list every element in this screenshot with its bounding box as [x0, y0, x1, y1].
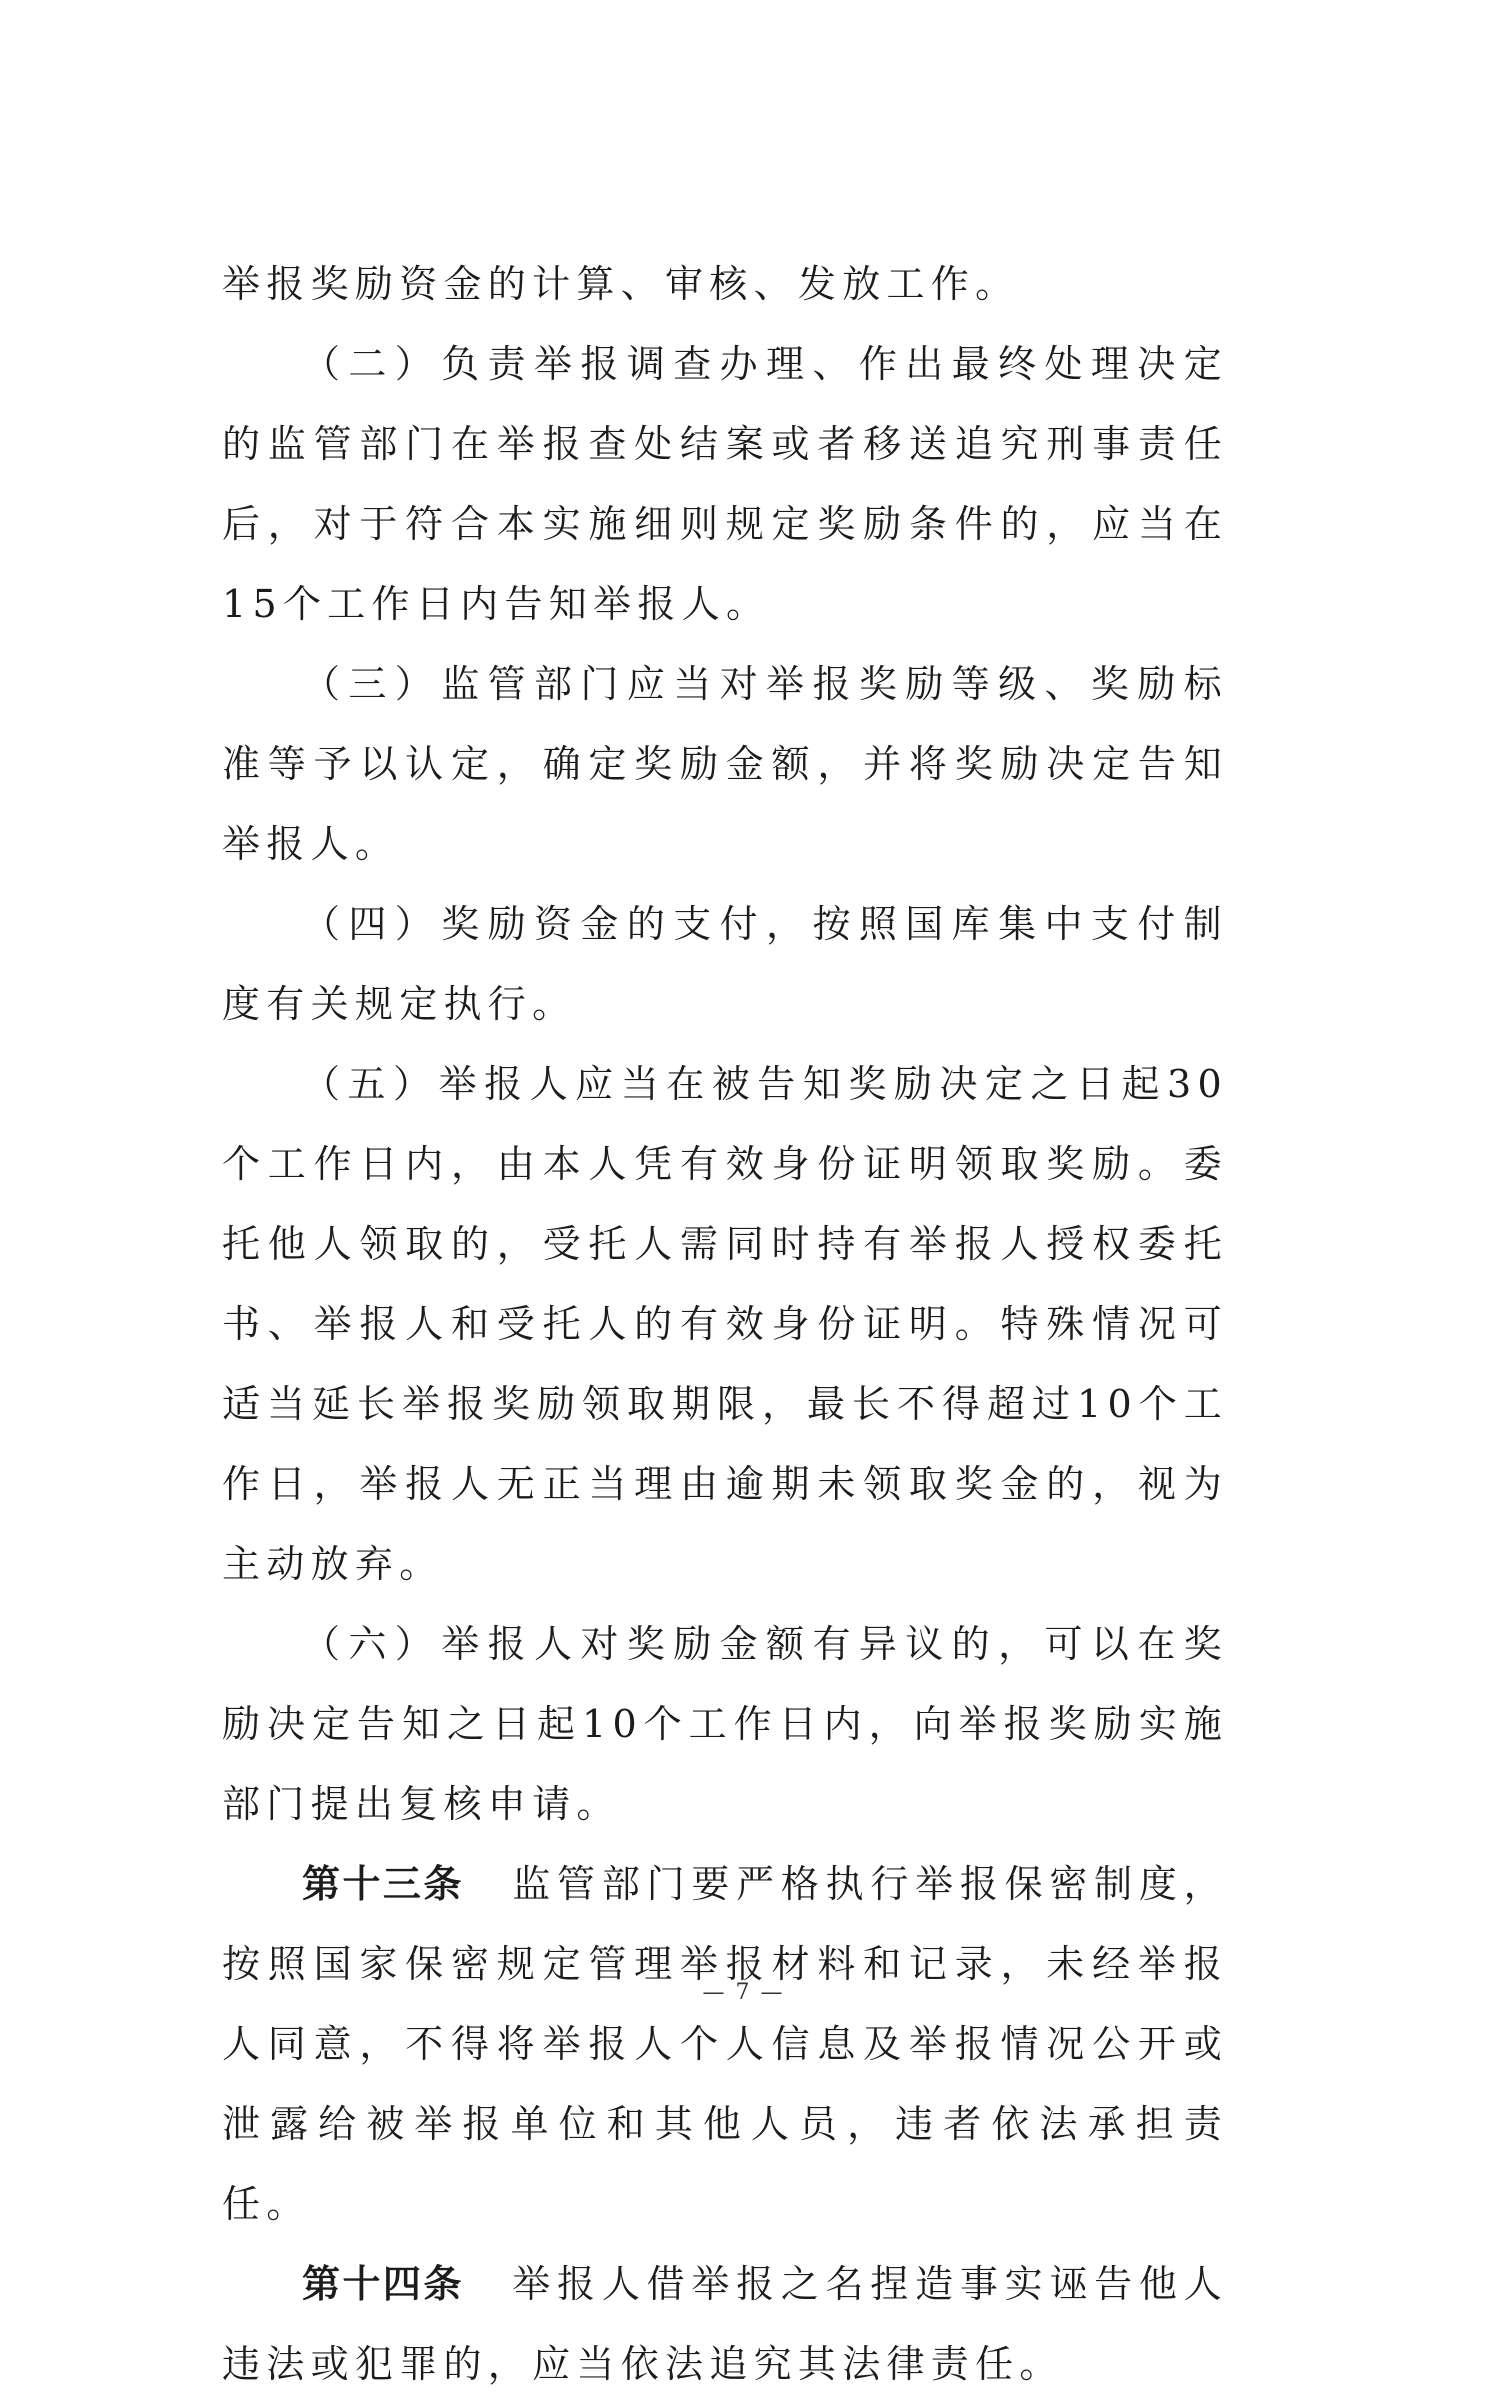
- paragraph: [222, 1604, 1228, 1844]
- paragraph-text: （六）举报人对奖励金额有异议的，可以在奖励决定告知之日起10个工作日内，向举报奖励实施部门提出复核申请。: [222, 1622, 1228, 1826]
- paragraph-text: （三）监管部门应当对举报奖励等级、奖励标准等予以认定，确定奖励金额，并将奖励决定告知举报人。: [222, 662, 1228, 866]
- page-number: — 7 —: [702, 1980, 785, 2005]
- article-paragraph: [222, 1844, 1228, 2244]
- paragraph: [222, 324, 1228, 644]
- paragraph: [222, 244, 1228, 324]
- paragraph-text: 举报奖励资金的计算、审核、发放工作。: [222, 262, 1020, 306]
- paragraph: [222, 1044, 1228, 1604]
- paragraph-text: 监管部门要严格执行举报保密制度，按照国家保密规定管理举报材料和记录，未经举报人同意，不得将举报人个人信息及举报情况公开或泄露给被举报单位和其他人员，违者依法承担责任。: [222, 1862, 1228, 2226]
- paragraph-text: （四）奖励资金的支付，按照国库集中支付制度有关规定执行。: [222, 902, 1228, 1026]
- paragraph-text: 举报人借举报之名捏造事实诬告他人违法或犯罪的，应当依法追究其法律责任。: [222, 2262, 1228, 2386]
- article-paragraph: [222, 2244, 1228, 2404]
- article-heading: 第十四条: [302, 2261, 464, 2306]
- paragraph: [222, 884, 1228, 1044]
- document-body: [222, 244, 1228, 2404]
- paragraph-text: （五）举报人应当在被告知奖励决定之日起30个工作日内，由本人凭有效身份证明领取奖励。委托他人领取的，受托人需同时持有举报人授权委托书、举报人和受托人的有效身份证明。特殊情况可适当延长举报奖励领取期限，最长不得超过10个工作日，举报人无正当理由逾期未领取奖金的，视为主动放弃。: [222, 1062, 1228, 1586]
- paragraph-text: （二）负责举报调查办理、作出最终处理决定的监管部门在举报查处结案或者移送追究刑事责任后，对于符合本实施细则规定奖励条件的，应当在15个工作日内告知举报人。: [222, 342, 1228, 626]
- article-heading: 第十三条: [302, 1861, 464, 1906]
- paragraph: [222, 644, 1228, 884]
